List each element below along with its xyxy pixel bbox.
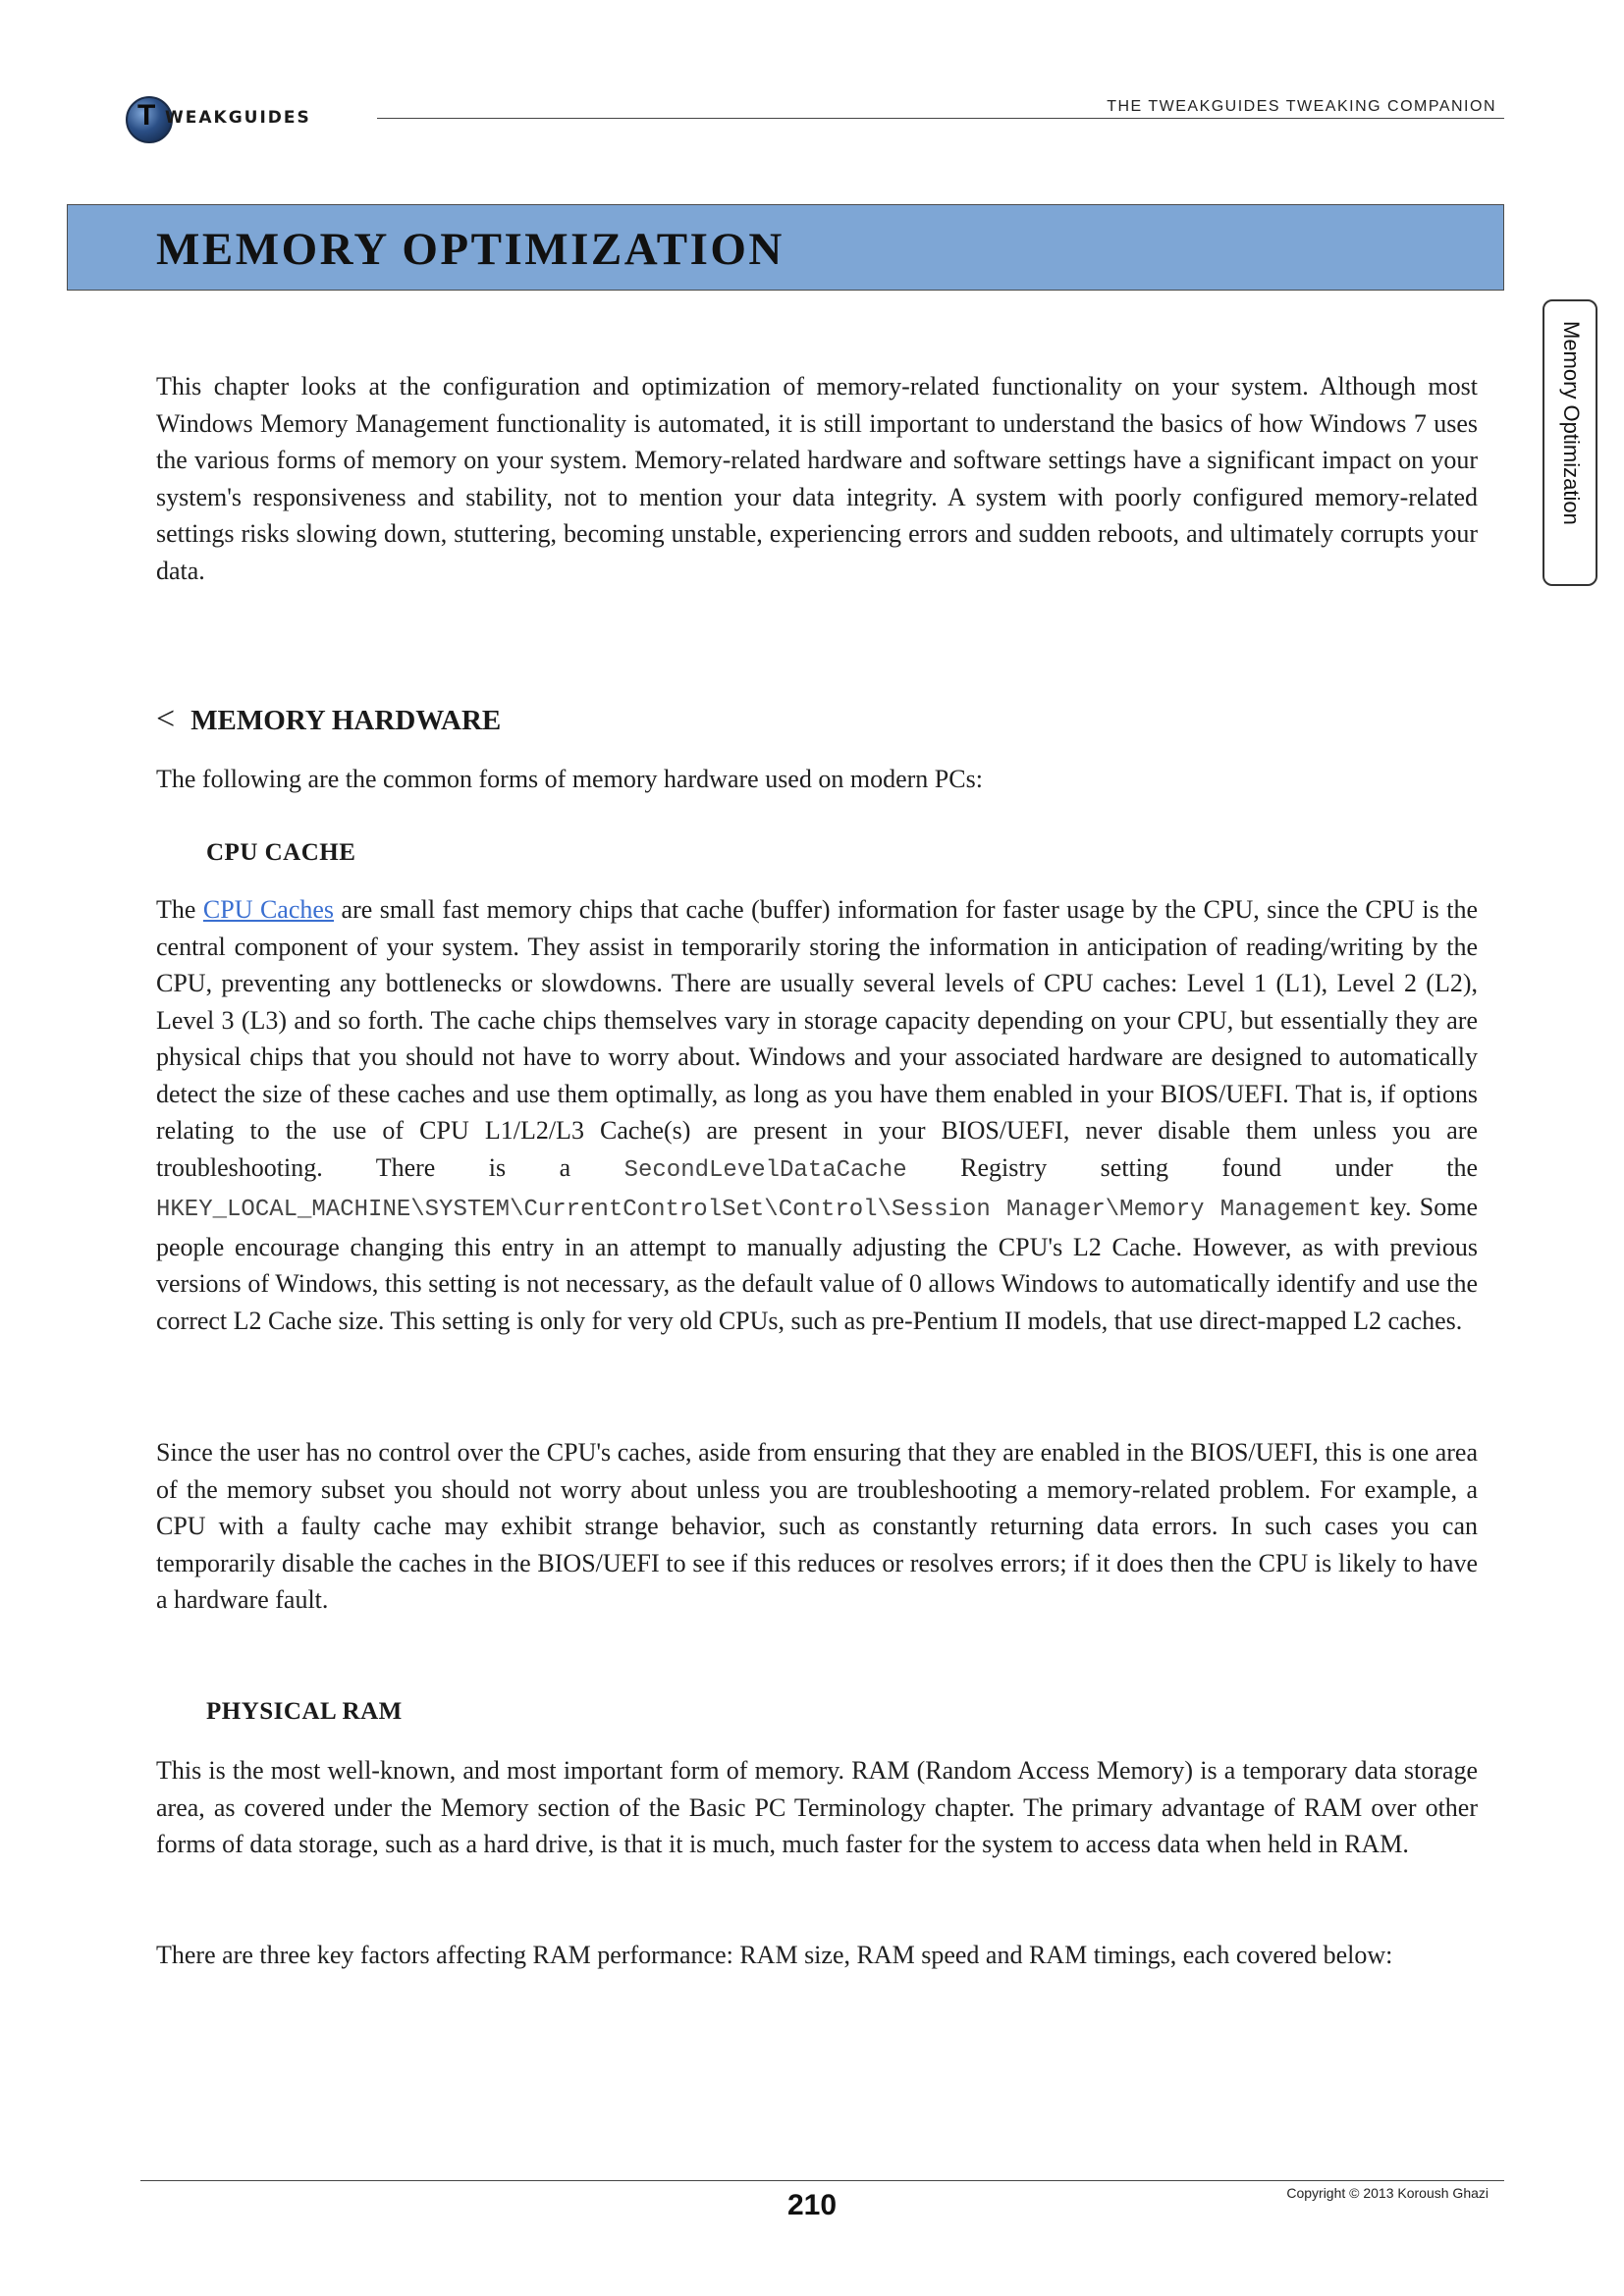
- registry-key-path: HKEY_LOCAL_MACHINE\SYSTEM\CurrentControlSet\Control\Session Manager\Memory Management: [156, 1197, 1362, 1223]
- section-lead: The following are the common forms of memory hardware used on modern PCs:: [156, 765, 983, 793]
- cpu-cache-heading: CPU CACHE: [206, 839, 356, 866]
- cpu-cache-paragraph-1: [156, 891, 1478, 1339]
- intro-paragraph: This chapter looks at the configuration and optimization of memory-related functionality on your system. Although most Windows Memory Management functionality is automated, it is still important to understand the basics of how Windows 7 uses the various forms of memory on your system. Memory-related hardware and software settings have a significant impact on your system's responsiveness and stability, not to mention your data integrity. A system with poorly configured memory-related settings risks slowing down, stuttering, becoming unstable, experiencing errors and sudden reboots, and ultimately corrupts your data.: [156, 372, 1478, 585]
- text-run: The: [156, 895, 203, 924]
- side-tab-label: Memory Optimization: [1559, 321, 1584, 525]
- text-run: key. Some people encourage changing this entry in an attempt to manually adjusting the CPU's L2 Cache. However, as with previous versions of Windows, this setting is not necessary, as the default value of 0 allows Windows to automatically identify and use the correct L2 Cache size. This setting is only for very old CPUs, such as pre-Pentium II models, that use direct-mapped L2 caches.: [156, 1193, 1478, 1335]
- copyright-notice: Copyright © 2013 Koroush Ghazi: [1286, 2185, 1489, 2201]
- tweakguides-logo: [126, 96, 361, 145]
- section-title: MEMORY HARDWARE: [190, 705, 502, 736]
- registry-value-name: SecondLevelDataCache: [623, 1156, 907, 1184]
- chapter-side-tab: [1543, 299, 1597, 586]
- physical-ram-paragraph-2: There are three key factors affecting RAM performance: RAM size, RAM speed and RAM timings, each covered below:: [156, 1941, 1393, 1969]
- chapter-title: MEMORY OPTIMIZATION: [156, 224, 785, 275]
- physical-ram-heading: PHYSICAL RAM: [206, 1698, 403, 1725]
- logo-wordmark: WEAKGUIDES: [165, 108, 311, 128]
- section-heading: [156, 701, 501, 738]
- chapter-banner: [67, 204, 1504, 291]
- physical-ram-paragraph-1: This is the most well-known, and most important form of memory. RAM (Random Access Memory) is a temporary data storage area, as covered under the Memory section of the Basic PC Terminology chapter. The primary advantage of RAM over other forms of data storage, such as a hard drive, is that it is much, much faster for the system to access data when held in RAM.: [156, 1756, 1478, 1858]
- footer-rule: [140, 2180, 1504, 2181]
- cpu-caches-link[interactable]: CPU Caches: [202, 895, 335, 924]
- text-run: Registry setting found under the: [906, 1152, 1478, 1182]
- text-run: are small fast memory chips that cache (buffer) information for faster usage by the CPU, since the CPU is the central component of your system. They assist in temporarily storing the information in anticipation of reading/writing by the CPU, preventing any bottlenecks or slowdowns. There are usually several levels of CPU caches: Level 1 (L1), Level 2 (L2), Level 3 (L3) and so forth. The cache chips themselves vary in storage capacity depending on your CPU, but essentially they are physical chips that you should not have to worry about. Windows and your associated hardware are designed to automatically detect the size of these caches and use them optimally, as long as you have them enabled in your BIOS/UEFI. That is, if options relating to the use of CPU L1/L2/L3 Cache(s) are present in your BIOS/UEFI, never disable them unless you are troubleshooting. There is a: [156, 895, 1478, 1182]
- logo-letter: T: [137, 99, 156, 132]
- section-arrow-icon: <: [156, 701, 176, 737]
- header-rule: [377, 118, 1504, 119]
- cpu-cache-paragraph-2: Since the user has no control over the CPU's caches, aside from ensuring that they are enabled in the BIOS/UEFI, this is one area of the memory subset you should not worry about unless you are troubleshooting a memory-related problem. For example, a CPU with a faulty cache may exhibit strange behavior, such as constantly returning data errors. In such cases you can temporarily disable the caches in the BIOS/UEFI to see if this reduces or resolves errors; if it does then the CPU is likely to have a hardware fault.: [156, 1438, 1478, 1614]
- running-header: THE TWEAKGUIDES TWEAKING COMPANION: [1107, 98, 1496, 115]
- page-number: 210: [786, 2189, 838, 2221]
